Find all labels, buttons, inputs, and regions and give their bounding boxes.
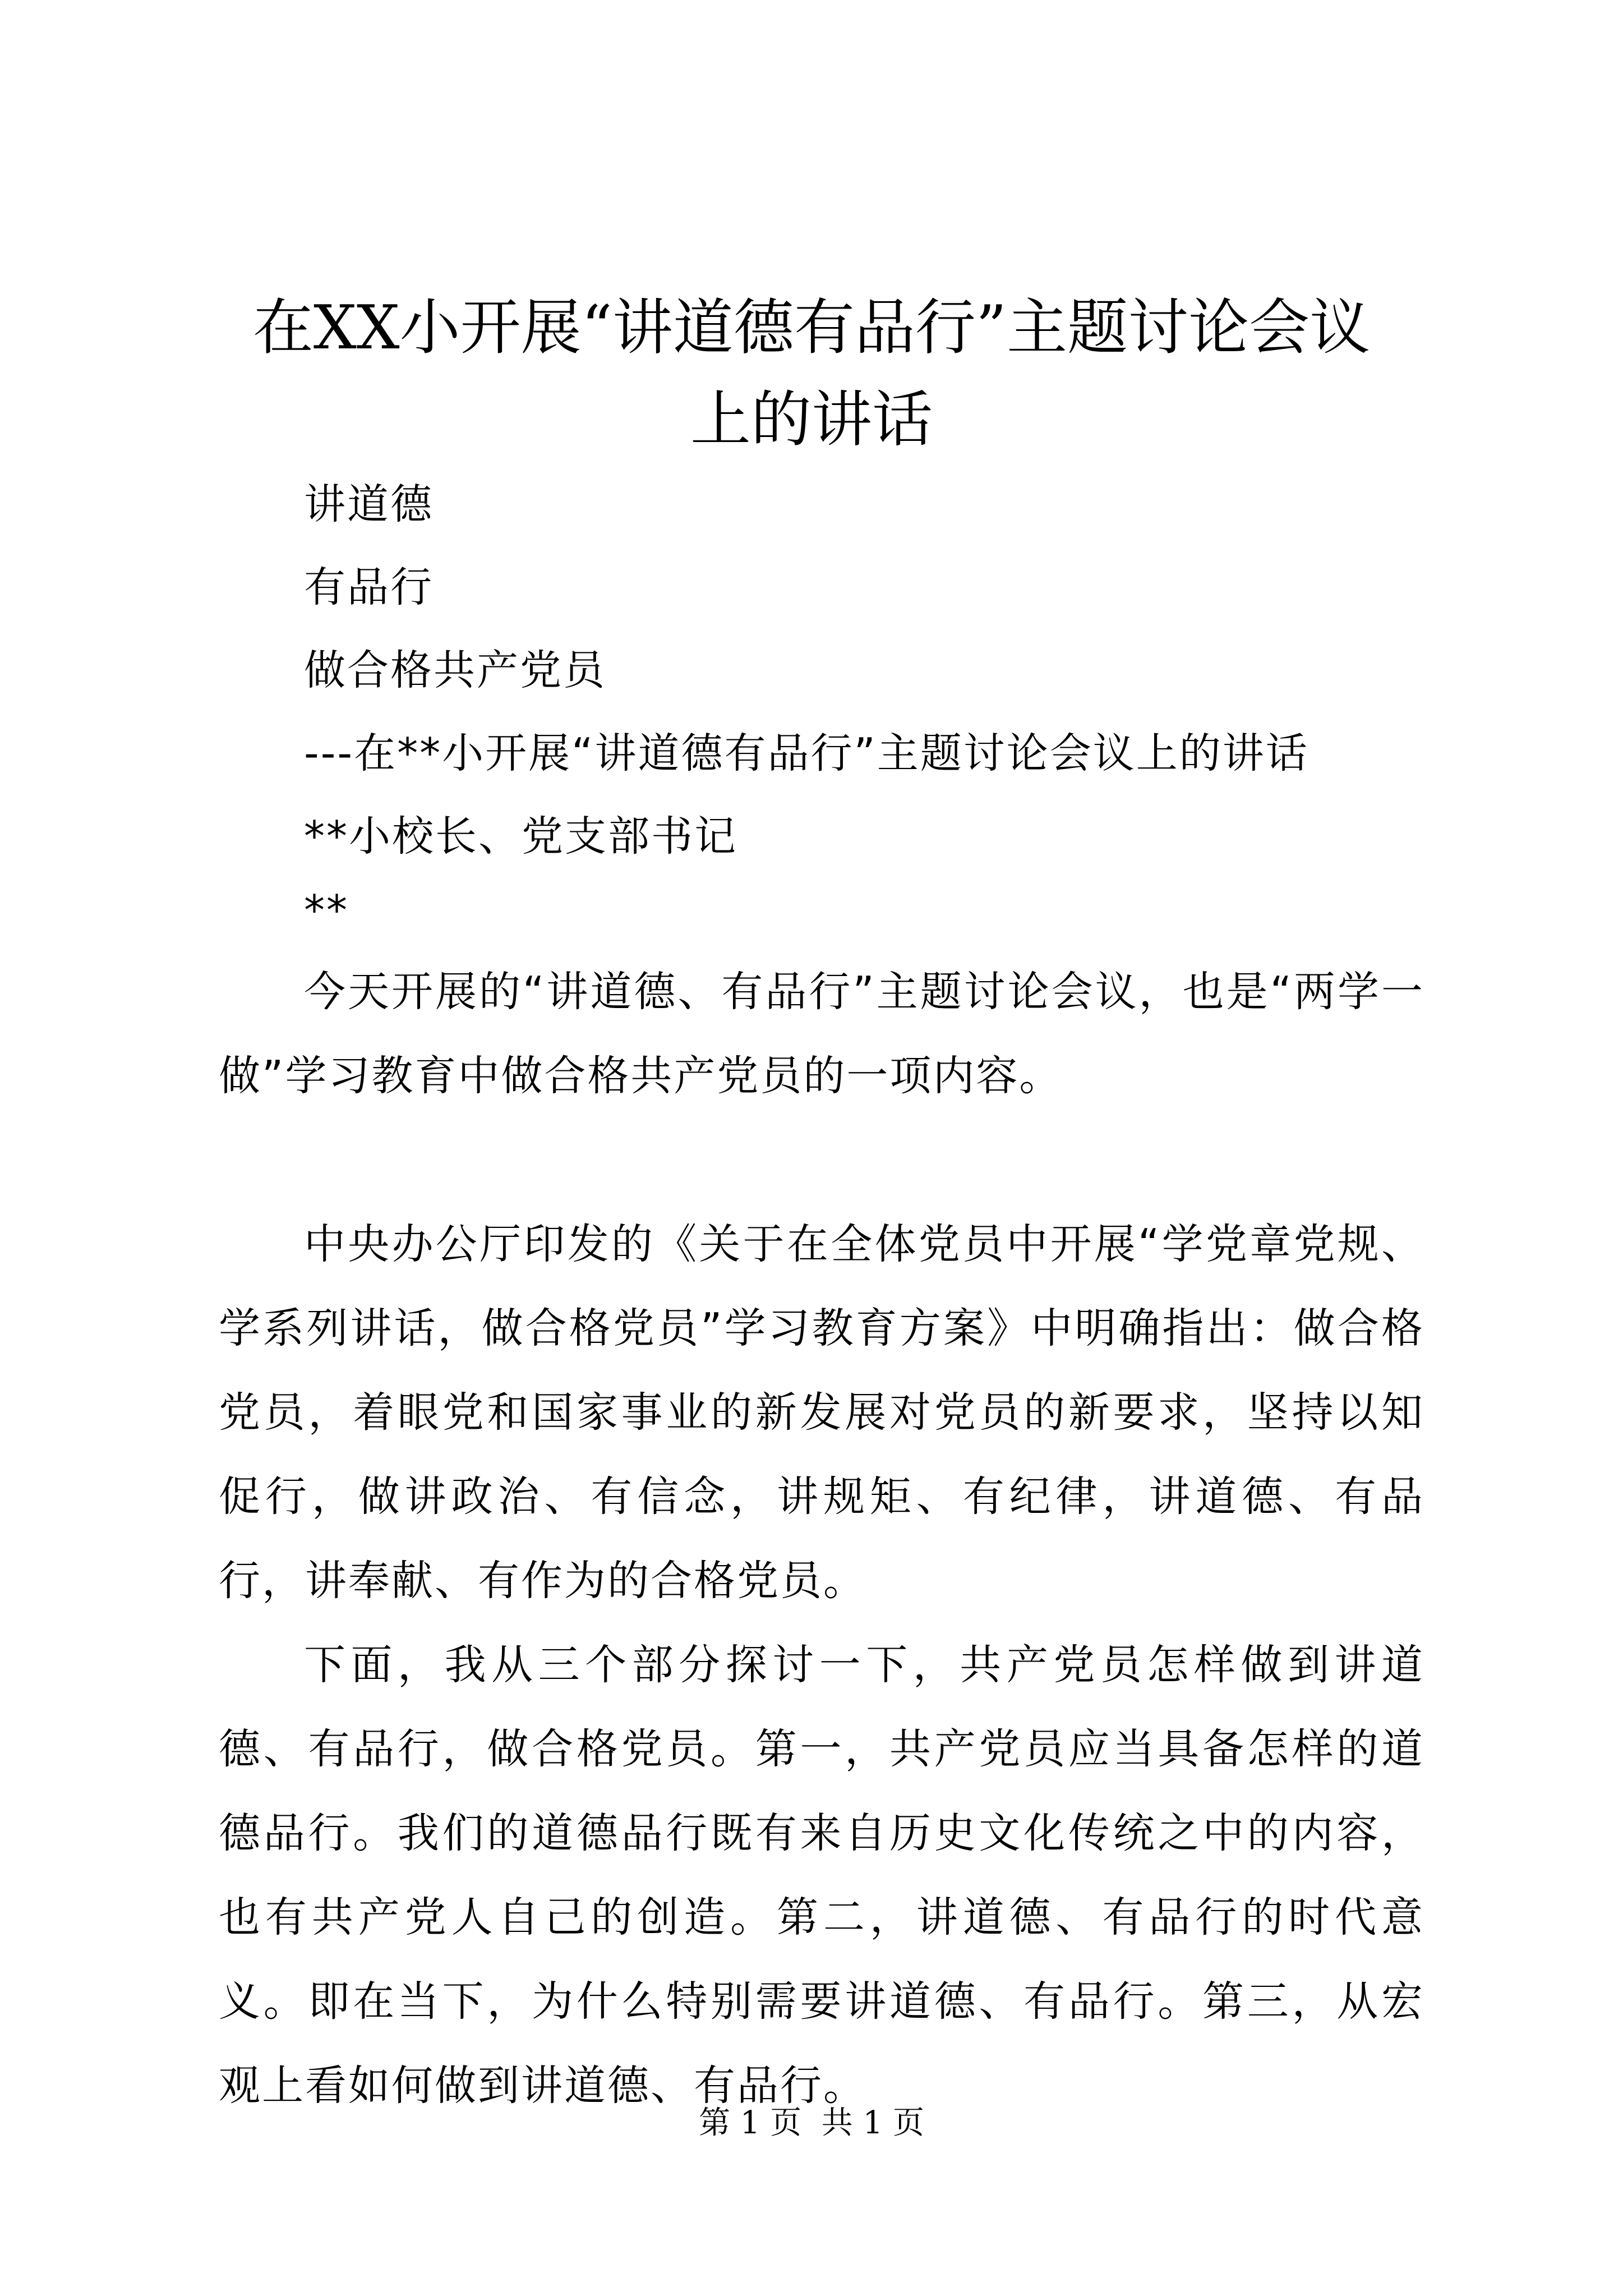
heading-line-1: 讲道德: [304, 480, 434, 528]
heading-line-2: 有品行: [304, 563, 434, 611]
page-footer: 第 1 页 共 1 页: [698, 2105, 925, 2141]
paragraph-3: 下面，我从三个部分探讨一下，共产党员怎样做到讲道德、有品行，做合格党员。第一，共产党员应当具备怎样的道德品行。我们的道德品行既有来自历史文化传统之中的内容，也有共产党人自己的创造。第二，讲道德、有品行的时代意义。即在当下，为什么特别需要讲道德、有品行。第三，从宏观上看如何做到讲道德、有品行。: [219, 1641, 1424, 2110]
document-title-line-2: 上的讲话: [690, 385, 933, 455]
heading-line-name: **: [304, 886, 349, 935]
heading-line-author: **小校长、党支部书记: [304, 812, 737, 861]
document-title-line-1: 在XX小开展“讲道德有品行”主题讨论会议: [252, 293, 1371, 363]
heading-line-subtitle: ---在**小开展“讲道德有品行”主题讨论会议上的讲话: [304, 729, 1309, 777]
paragraph-1: 今天开展的“讲道德、有品行”主题讨论会议，也是“两学一做”学习教育中做合格共产党员的一项内容。: [219, 968, 1424, 1100]
heading-line-3: 做合格共产党员: [304, 646, 606, 694]
paragraph-2: 中央办公厅印发的《关于在全体党员中开展“学党章党规、学系列讲话，做合格党员”学习教育方案》中明确指出：做合格党员，着眼党和国家事业的新发展对党员的新要求，坚持以知促行，做讲政治、有信念，讲规矩、有纪律，讲道德、有品行，讲奉献、有作为的合格党员。: [219, 1220, 1424, 1605]
